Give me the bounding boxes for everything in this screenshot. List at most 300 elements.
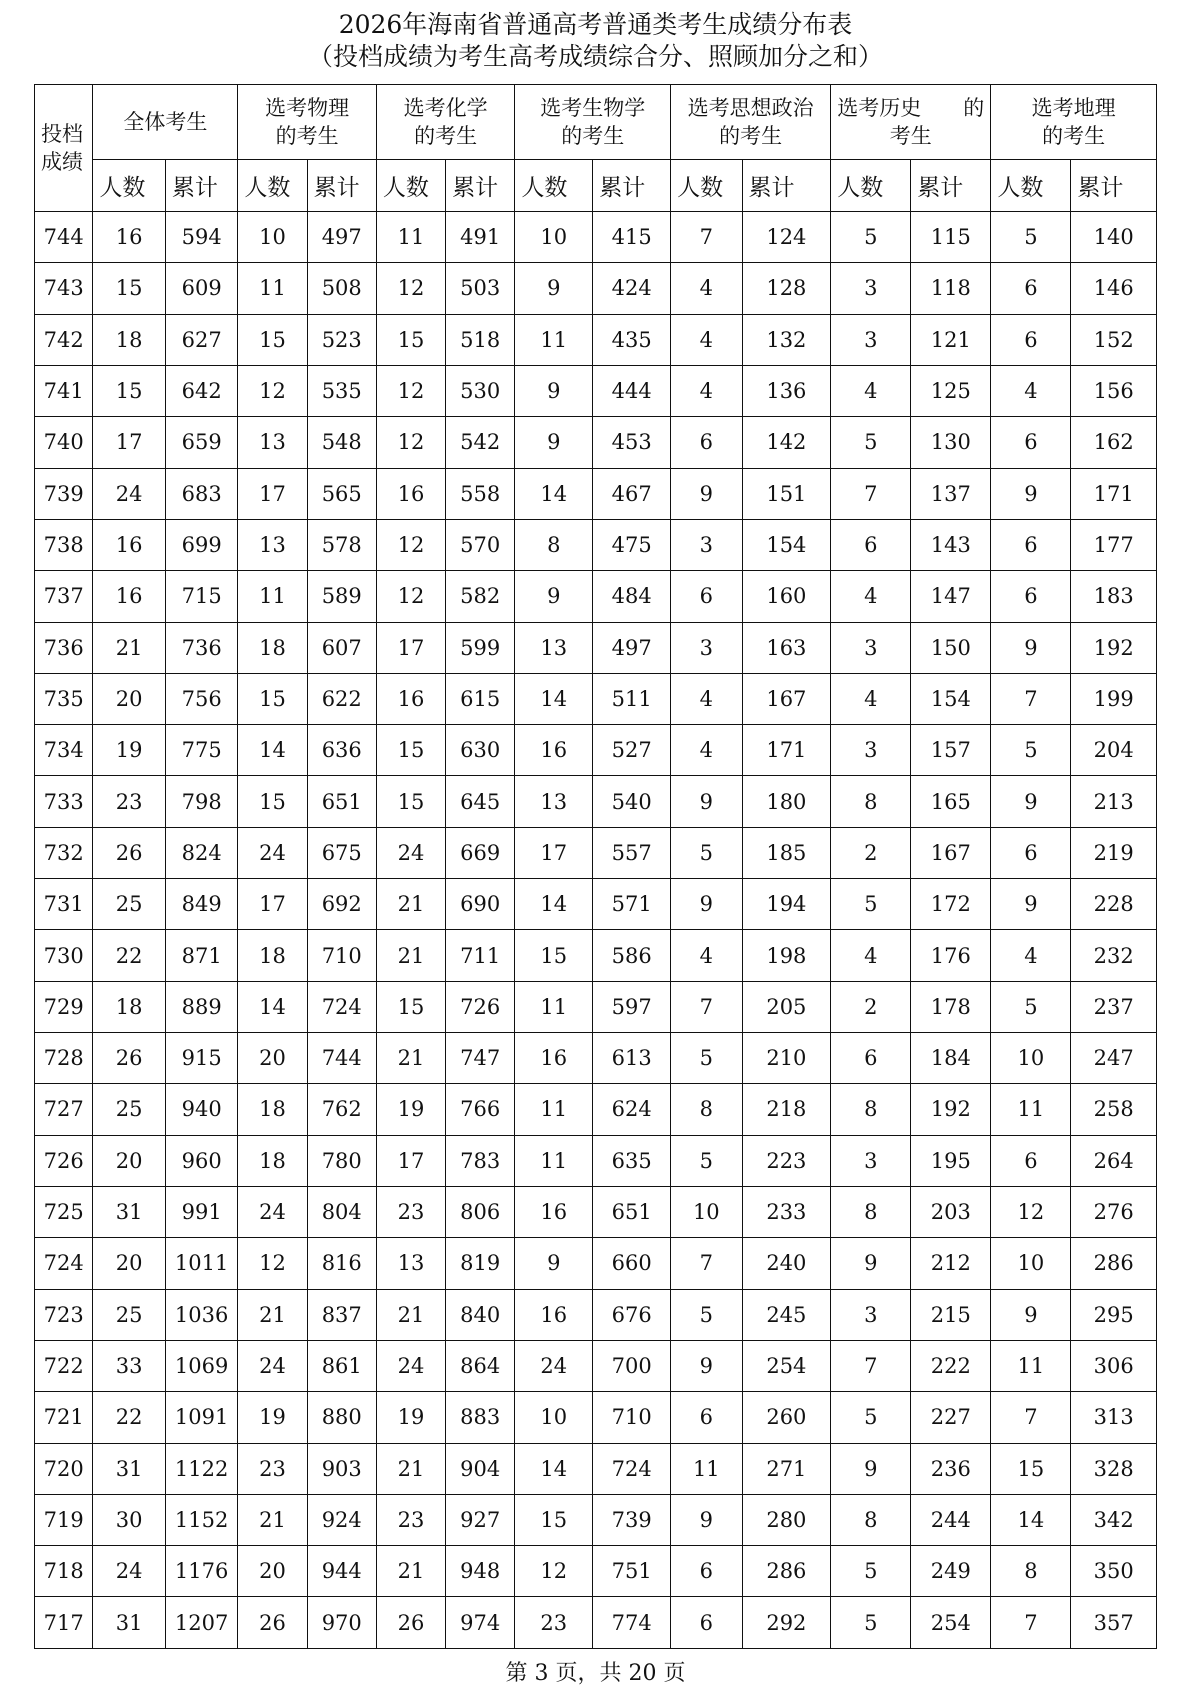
count-cell: 20 [93, 1238, 165, 1289]
count-cell: 15 [238, 673, 307, 724]
table-row [35, 571, 1157, 622]
cumulative-cell: 205 [742, 981, 831, 1032]
score-cell: 725 [35, 1186, 93, 1237]
table-row [35, 1033, 1157, 1084]
cumulative-cell: 724 [593, 1443, 671, 1494]
cumulative-cell: 142 [742, 417, 831, 468]
count-cell: 31 [93, 1443, 165, 1494]
cumulative-cell: 739 [593, 1494, 671, 1545]
cumulative-cell: 280 [742, 1494, 831, 1545]
count-cell: 11 [376, 212, 445, 263]
count-cell: 9 [671, 776, 742, 827]
table-row [35, 879, 1157, 930]
page-title: 2026年海南省普通高考普通类考生成绩分布表 [338, 10, 853, 39]
count-cell: 19 [93, 725, 165, 776]
cumulative-cell: 467 [593, 468, 671, 519]
cumulative-cell: 157 [911, 725, 991, 776]
cumulative-cell: 744 [307, 1033, 376, 1084]
count-cell: 5 [671, 1135, 742, 1186]
count-cell: 26 [93, 1033, 165, 1084]
cumulative-cell: 960 [165, 1135, 237, 1186]
count-cell: 11 [991, 1084, 1071, 1135]
count-cell: 18 [93, 314, 165, 365]
cumulative-cell: 599 [446, 622, 515, 673]
cumulative-cell: 167 [742, 673, 831, 724]
count-cell: 21 [376, 930, 445, 981]
sub-header-count: 人数 [831, 160, 911, 212]
count-cell: 6 [991, 827, 1071, 878]
count-cell: 11 [515, 314, 593, 365]
cumulative-cell: 837 [307, 1289, 376, 1340]
cumulative-cell: 651 [307, 776, 376, 827]
cumulative-cell: 171 [742, 725, 831, 776]
count-cell: 15 [515, 930, 593, 981]
count-cell: 9 [991, 622, 1071, 673]
cumulative-cell: 130 [911, 417, 991, 468]
cumulative-cell: 228 [1071, 879, 1157, 930]
count-cell: 10 [238, 212, 307, 263]
cumulative-cell: 806 [446, 1186, 515, 1237]
cumulative-cell: 236 [911, 1443, 991, 1494]
count-cell: 26 [93, 827, 165, 878]
sub-header-cumulative: 累计 [446, 160, 515, 212]
count-cell: 11 [515, 981, 593, 1032]
group-header-geography: 选考地理 的考生 [991, 85, 1157, 160]
cumulative-cell: 415 [593, 212, 671, 263]
cumulative-cell: 143 [911, 519, 991, 570]
cumulative-cell: 1176 [165, 1546, 237, 1597]
cumulative-cell: 676 [593, 1289, 671, 1340]
cumulative-cell: 195 [911, 1135, 991, 1186]
cumulative-cell: 904 [446, 1443, 515, 1494]
cumulative-cell: 203 [911, 1186, 991, 1237]
count-cell: 23 [238, 1443, 307, 1494]
cumulative-cell: 213 [1071, 776, 1157, 827]
count-cell: 9 [671, 1494, 742, 1545]
count-cell: 18 [238, 1135, 307, 1186]
score-cell: 743 [35, 263, 93, 314]
cumulative-cell: 180 [742, 776, 831, 827]
cumulative-cell: 444 [593, 365, 671, 416]
group-header-chemistry: 选考化学 的考生 [376, 85, 514, 160]
count-cell: 15 [376, 725, 445, 776]
count-cell: 4 [671, 725, 742, 776]
table-row [35, 1597, 1157, 1649]
cumulative-cell: 132 [742, 314, 831, 365]
cumulative-cell: 118 [911, 263, 991, 314]
count-cell: 16 [376, 673, 445, 724]
table-row [35, 212, 1157, 263]
cumulative-cell: 903 [307, 1443, 376, 1494]
count-cell: 17 [376, 622, 445, 673]
count-cell: 11 [991, 1340, 1071, 1391]
cumulative-cell: 350 [1071, 1546, 1157, 1597]
count-cell: 5 [991, 981, 1071, 1032]
count-cell: 19 [376, 1084, 445, 1135]
cumulative-cell: 991 [165, 1186, 237, 1237]
count-cell: 4 [831, 673, 911, 724]
cumulative-cell: 1152 [165, 1494, 237, 1545]
cumulative-cell: 508 [307, 263, 376, 314]
table-row [35, 981, 1157, 1032]
count-cell: 7 [671, 212, 742, 263]
count-cell: 7 [991, 1392, 1071, 1443]
count-cell: 10 [515, 212, 593, 263]
cumulative-cell: 511 [593, 673, 671, 724]
score-cell: 719 [35, 1494, 93, 1545]
count-cell: 3 [671, 519, 742, 570]
count-cell: 14 [515, 673, 593, 724]
cumulative-cell: 292 [742, 1597, 831, 1649]
count-cell: 30 [93, 1494, 165, 1545]
score-cell: 720 [35, 1443, 93, 1494]
score-column-header: 投档成绩 [35, 85, 93, 212]
count-cell: 13 [238, 519, 307, 570]
cumulative-cell: 871 [165, 930, 237, 981]
count-cell: 23 [93, 776, 165, 827]
count-cell: 5 [831, 879, 911, 930]
cumulative-cell: 183 [1071, 571, 1157, 622]
cumulative-cell: 1069 [165, 1340, 237, 1391]
cumulative-cell: 609 [165, 263, 237, 314]
cumulative-cell: 692 [307, 879, 376, 930]
count-cell: 15 [991, 1443, 1071, 1494]
cumulative-cell: 128 [742, 263, 831, 314]
cumulative-cell: 607 [307, 622, 376, 673]
count-cell: 9 [991, 1289, 1071, 1340]
cumulative-cell: 136 [742, 365, 831, 416]
count-cell: 12 [376, 263, 445, 314]
cumulative-cell: 199 [1071, 673, 1157, 724]
count-cell: 6 [671, 1597, 742, 1649]
count-cell: 2 [831, 827, 911, 878]
cumulative-cell: 766 [446, 1084, 515, 1135]
cumulative-cell: 497 [307, 212, 376, 263]
cumulative-cell: 565 [307, 468, 376, 519]
count-cell: 31 [93, 1597, 165, 1649]
cumulative-cell: 948 [446, 1546, 515, 1597]
cumulative-cell: 624 [593, 1084, 671, 1135]
count-cell: 11 [238, 571, 307, 622]
count-cell: 9 [831, 1443, 911, 1494]
count-cell: 12 [238, 1238, 307, 1289]
count-cell: 7 [991, 1597, 1071, 1649]
cumulative-cell: 645 [446, 776, 515, 827]
sub-header-row [35, 160, 1157, 212]
cumulative-cell: 163 [742, 622, 831, 673]
cumulative-cell: 570 [446, 519, 515, 570]
cumulative-cell: 258 [1071, 1084, 1157, 1135]
count-cell: 6 [991, 571, 1071, 622]
cumulative-cell: 491 [446, 212, 515, 263]
score-cell: 718 [35, 1546, 93, 1597]
score-cell: 735 [35, 673, 93, 724]
cumulative-cell: 227 [911, 1392, 991, 1443]
cumulative-cell: 254 [911, 1597, 991, 1649]
count-cell: 20 [238, 1033, 307, 1084]
cumulative-cell: 160 [742, 571, 831, 622]
score-cell: 724 [35, 1238, 93, 1289]
cumulative-cell: 192 [1071, 622, 1157, 673]
count-cell: 13 [515, 776, 593, 827]
cumulative-cell: 1011 [165, 1238, 237, 1289]
group-header-history: 选考历史 的 考生 [831, 85, 991, 160]
count-cell: 3 [831, 1135, 911, 1186]
cumulative-cell: 306 [1071, 1340, 1157, 1391]
count-cell: 5 [671, 1289, 742, 1340]
cumulative-cell: 147 [911, 571, 991, 622]
score-cell: 737 [35, 571, 93, 622]
count-cell: 15 [376, 981, 445, 1032]
cumulative-cell: 736 [165, 622, 237, 673]
cumulative-cell: 762 [307, 1084, 376, 1135]
cumulative-cell: 178 [911, 981, 991, 1032]
cumulative-cell: 171 [1071, 468, 1157, 519]
cumulative-cell: 271 [742, 1443, 831, 1494]
cumulative-cell: 260 [742, 1392, 831, 1443]
count-cell: 4 [831, 930, 911, 981]
table-row [35, 622, 1157, 673]
count-cell: 13 [376, 1238, 445, 1289]
count-cell: 21 [376, 879, 445, 930]
count-cell: 16 [93, 212, 165, 263]
cumulative-cell: 484 [593, 571, 671, 622]
count-cell: 21 [376, 1546, 445, 1597]
cumulative-cell: 453 [593, 417, 671, 468]
cumulative-cell: 194 [742, 879, 831, 930]
count-cell: 15 [93, 263, 165, 314]
cumulative-cell: 630 [446, 725, 515, 776]
cumulative-cell: 192 [911, 1084, 991, 1135]
table-row [35, 263, 1157, 314]
cumulative-cell: 154 [742, 519, 831, 570]
cumulative-cell: 798 [165, 776, 237, 827]
count-cell: 24 [93, 468, 165, 519]
count-cell: 12 [376, 519, 445, 570]
count-cell: 14 [238, 725, 307, 776]
count-cell: 6 [831, 519, 911, 570]
cumulative-cell: 660 [593, 1238, 671, 1289]
count-cell: 5 [991, 212, 1071, 263]
count-cell: 3 [831, 1289, 911, 1340]
count-cell: 24 [376, 827, 445, 878]
cumulative-cell: 156 [1071, 365, 1157, 416]
count-cell: 5 [831, 212, 911, 263]
cumulative-cell: 276 [1071, 1186, 1157, 1237]
cumulative-cell: 222 [911, 1340, 991, 1391]
cumulative-cell: 249 [911, 1546, 991, 1597]
score-cell: 739 [35, 468, 93, 519]
cumulative-cell: 172 [911, 879, 991, 930]
count-cell: 7 [671, 981, 742, 1032]
count-cell: 16 [515, 1186, 593, 1237]
table-row [35, 827, 1157, 878]
page-subtitle: （投档成绩为考生高考成绩综合分、照顾加分之和） [307, 42, 883, 71]
cumulative-cell: 635 [593, 1135, 671, 1186]
count-cell: 6 [991, 519, 1071, 570]
count-cell: 18 [238, 930, 307, 981]
count-cell: 18 [238, 622, 307, 673]
count-cell: 18 [238, 1084, 307, 1135]
cumulative-cell: 622 [307, 673, 376, 724]
table-row [35, 1494, 1157, 1545]
cumulative-cell: 669 [446, 827, 515, 878]
cumulative-cell: 747 [446, 1033, 515, 1084]
cumulative-cell: 435 [593, 314, 671, 365]
count-cell: 5 [671, 827, 742, 878]
cumulative-cell: 150 [911, 622, 991, 673]
count-cell: 6 [991, 417, 1071, 468]
cumulative-cell: 162 [1071, 417, 1157, 468]
sub-header-count: 人数 [376, 160, 445, 212]
cumulative-cell: 651 [593, 1186, 671, 1237]
cumulative-cell: 783 [446, 1135, 515, 1186]
count-cell: 9 [991, 776, 1071, 827]
count-cell: 19 [238, 1392, 307, 1443]
cumulative-cell: 589 [307, 571, 376, 622]
count-cell: 7 [831, 468, 911, 519]
score-cell: 740 [35, 417, 93, 468]
cumulative-cell: 924 [307, 1494, 376, 1545]
cumulative-cell: 223 [742, 1135, 831, 1186]
table-row [35, 519, 1157, 570]
cumulative-cell: 475 [593, 519, 671, 570]
score-cell: 723 [35, 1289, 93, 1340]
cumulative-cell: 864 [446, 1340, 515, 1391]
cumulative-cell: 212 [911, 1238, 991, 1289]
count-cell: 6 [671, 1392, 742, 1443]
count-cell: 12 [238, 365, 307, 416]
cumulative-cell: 210 [742, 1033, 831, 1084]
count-cell: 7 [831, 1340, 911, 1391]
count-cell: 14 [515, 468, 593, 519]
table-row [35, 1135, 1157, 1186]
count-cell: 12 [376, 417, 445, 468]
cumulative-cell: 915 [165, 1033, 237, 1084]
count-cell: 6 [671, 1546, 742, 1597]
score-cell: 742 [35, 314, 93, 365]
cumulative-cell: 247 [1071, 1033, 1157, 1084]
cumulative-cell: 264 [1071, 1135, 1157, 1186]
table-row [35, 1340, 1157, 1391]
count-cell: 17 [515, 827, 593, 878]
table-row [35, 468, 1157, 519]
cumulative-cell: 232 [1071, 930, 1157, 981]
score-cell: 732 [35, 827, 93, 878]
sub-header-cumulative: 累计 [911, 160, 991, 212]
cumulative-cell: 177 [1071, 519, 1157, 570]
cumulative-cell: 1207 [165, 1597, 237, 1649]
cumulative-cell: 313 [1071, 1392, 1157, 1443]
sub-header-cumulative: 累计 [742, 160, 831, 212]
cumulative-cell: 154 [911, 673, 991, 724]
cumulative-cell: 286 [742, 1546, 831, 1597]
cumulative-cell: 527 [593, 725, 671, 776]
count-cell: 21 [376, 1443, 445, 1494]
score-cell: 727 [35, 1084, 93, 1135]
cumulative-cell: 699 [165, 519, 237, 570]
table-row [35, 314, 1157, 365]
cumulative-cell: 198 [742, 930, 831, 981]
cumulative-cell: 775 [165, 725, 237, 776]
cumulative-cell: 558 [446, 468, 515, 519]
cumulative-cell: 146 [1071, 263, 1157, 314]
cumulative-cell: 774 [593, 1597, 671, 1649]
cumulative-cell: 245 [742, 1289, 831, 1340]
cumulative-cell: 597 [593, 981, 671, 1032]
cumulative-cell: 880 [307, 1392, 376, 1443]
count-cell: 4 [671, 365, 742, 416]
cumulative-cell: 219 [1071, 827, 1157, 878]
cumulative-cell: 176 [911, 930, 991, 981]
count-cell: 14 [991, 1494, 1071, 1545]
cumulative-cell: 523 [307, 314, 376, 365]
count-cell: 25 [93, 1289, 165, 1340]
table-row [35, 1238, 1157, 1289]
cumulative-cell: 690 [446, 879, 515, 930]
count-cell: 25 [93, 879, 165, 930]
cumulative-cell: 548 [307, 417, 376, 468]
sub-header-count: 人数 [515, 160, 593, 212]
sub-header-count: 人数 [238, 160, 307, 212]
table-row [35, 1443, 1157, 1494]
cumulative-cell: 724 [307, 981, 376, 1032]
cumulative-cell: 636 [307, 725, 376, 776]
cumulative-cell: 151 [742, 468, 831, 519]
count-cell: 31 [93, 1186, 165, 1237]
count-cell: 9 [991, 468, 1071, 519]
sub-header-count: 人数 [671, 160, 742, 212]
count-cell: 4 [671, 263, 742, 314]
count-cell: 24 [93, 1546, 165, 1597]
sub-header-count: 人数 [93, 160, 165, 212]
cumulative-cell: 503 [446, 263, 515, 314]
count-cell: 12 [515, 1546, 593, 1597]
count-cell: 20 [93, 673, 165, 724]
cumulative-cell: 328 [1071, 1443, 1157, 1494]
score-cell: 730 [35, 930, 93, 981]
cumulative-cell: 594 [165, 212, 237, 263]
cumulative-cell: 165 [911, 776, 991, 827]
count-cell: 5 [831, 417, 911, 468]
count-cell: 11 [671, 1443, 742, 1494]
table-row [35, 673, 1157, 724]
score-cell: 726 [35, 1135, 93, 1186]
sub-header-count: 人数 [991, 160, 1071, 212]
cumulative-cell: 530 [446, 365, 515, 416]
count-cell: 6 [671, 417, 742, 468]
cumulative-cell: 804 [307, 1186, 376, 1237]
cumulative-cell: 518 [446, 314, 515, 365]
sub-header-cumulative: 累计 [165, 160, 237, 212]
count-cell: 4 [831, 571, 911, 622]
count-cell: 25 [93, 1084, 165, 1135]
count-cell: 5 [831, 1597, 911, 1649]
count-cell: 4 [991, 930, 1071, 981]
cumulative-cell: 582 [446, 571, 515, 622]
count-cell: 9 [515, 263, 593, 314]
count-cell: 11 [238, 263, 307, 314]
cumulative-cell: 613 [593, 1033, 671, 1084]
count-cell: 3 [831, 263, 911, 314]
count-cell: 24 [238, 827, 307, 878]
sub-header-cumulative: 累计 [593, 160, 671, 212]
count-cell: 24 [376, 1340, 445, 1391]
cumulative-cell: 889 [165, 981, 237, 1032]
cumulative-cell: 542 [446, 417, 515, 468]
cumulative-cell: 710 [593, 1392, 671, 1443]
cumulative-cell: 780 [307, 1135, 376, 1186]
